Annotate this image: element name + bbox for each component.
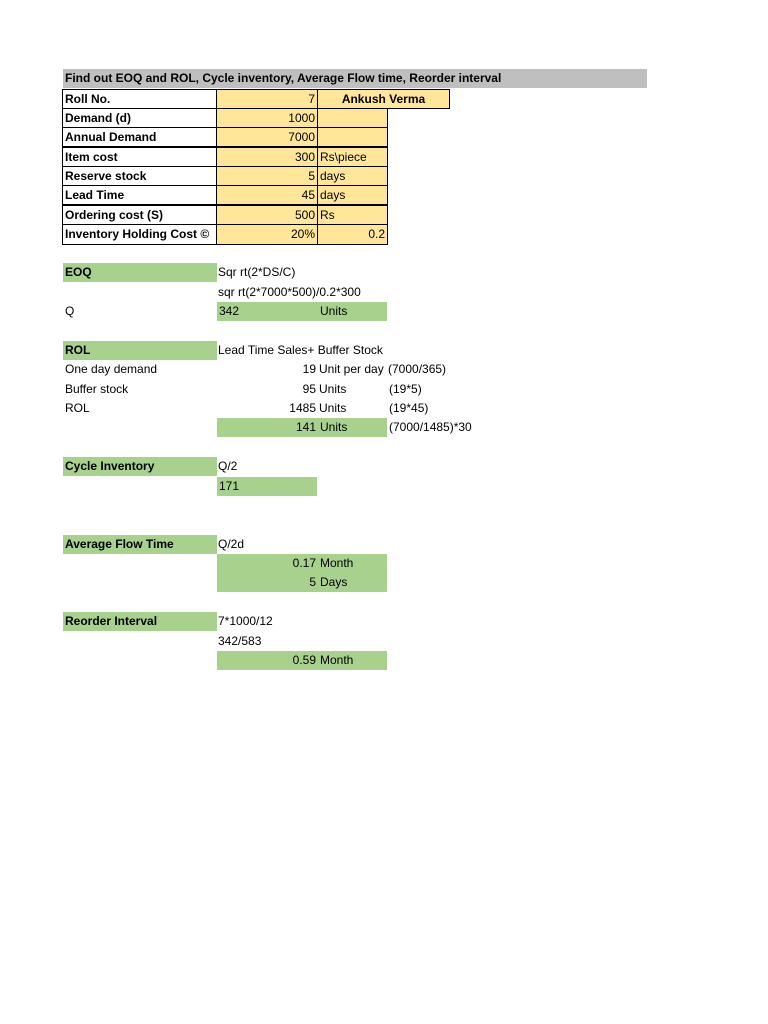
input-unit[interactable]: days: [317, 166, 388, 186]
rol-formula[interactable]: Lead Time Sales+ Buffer Stock: [218, 343, 383, 357]
rol-result-note[interactable]: (7000/1485)*30: [389, 420, 472, 434]
cycle-inventory-value[interactable]: 171: [217, 477, 317, 496]
input-label[interactable]: Annual Demand: [62, 127, 217, 147]
rol-row-unit[interactable]: Units: [319, 382, 347, 396]
rol-result-unit[interactable]: Units: [318, 418, 387, 437]
input-value[interactable]: 500: [216, 205, 318, 225]
input-value[interactable]: 1000: [216, 108, 318, 128]
q-unit[interactable]: Units: [318, 302, 387, 321]
average-flow-time-heading[interactable]: Average Flow Time: [63, 535, 217, 554]
cycle-inventory-heading[interactable]: Cycle Inventory: [63, 457, 217, 476]
rol-row-note[interactable]: (19*5): [389, 382, 422, 396]
q-label[interactable]: Q: [65, 304, 75, 318]
input-value[interactable]: 7000: [216, 127, 318, 147]
input-unit[interactable]: Rs: [317, 205, 388, 225]
input-unit[interactable]: Rs\piece: [317, 147, 388, 167]
rol-row-value[interactable]: 95: [302, 382, 316, 396]
rol-row-note[interactable]: (19*45): [389, 401, 429, 415]
input-label[interactable]: Demand (d): [62, 108, 217, 128]
reorder-interval-formula[interactable]: 7*1000/12: [218, 614, 273, 628]
rol-row-value[interactable]: 19: [302, 362, 316, 376]
input-label[interactable]: Roll No.: [62, 89, 217, 109]
rol-row-unit[interactable]: Units: [319, 401, 347, 415]
input-value[interactable]: 300: [216, 147, 318, 167]
rol-row-label[interactable]: Buffer stock: [65, 382, 129, 396]
input-label[interactable]: Ordering cost (S): [62, 205, 217, 225]
rol-result-value[interactable]: 141: [217, 418, 318, 437]
input-unit[interactable]: days: [317, 185, 388, 205]
flow-time-days-value[interactable]: 5: [217, 573, 318, 592]
q-value[interactable]: 342: [217, 302, 318, 321]
input-label[interactable]: Lead Time: [62, 185, 217, 205]
name-cell[interactable]: Ankush Verma: [317, 89, 450, 109]
reorder-interval-unit[interactable]: Month: [318, 651, 387, 670]
input-label[interactable]: Inventory Holding Cost ©: [62, 224, 217, 245]
reorder-interval-heading[interactable]: Reorder Interval: [63, 612, 217, 631]
input-label[interactable]: Item cost: [62, 147, 217, 167]
cycle-inventory-formula[interactable]: Q/2: [218, 459, 238, 473]
eoq-heading[interactable]: EOQ: [63, 263, 217, 282]
flow-time-days-unit[interactable]: Days: [318, 573, 387, 592]
rol-row-unit[interactable]: Unit per day: [319, 362, 384, 376]
input-unit[interactable]: [317, 127, 388, 147]
rol-row-label[interactable]: One day demand: [65, 362, 158, 376]
eoq-formula-substituted[interactable]: sqr rt(2*7000*500)/0.2*300: [218, 285, 361, 299]
input-value[interactable]: 20%: [216, 224, 318, 245]
eoq-formula[interactable]: Sqr rt(2*DS/C): [218, 265, 296, 279]
reorder-interval-value[interactable]: 0.59: [217, 651, 318, 670]
sheet-title: Find out EOQ and ROL, Cycle inventory, Average Flow time, Reorder interval: [63, 69, 647, 88]
reorder-interval-substituted[interactable]: 342/583: [218, 634, 262, 648]
input-unit[interactable]: 0.2: [317, 224, 388, 245]
average-flow-time-formula[interactable]: Q/2d: [218, 537, 245, 551]
flow-time-months-value[interactable]: 0.17: [217, 554, 318, 573]
rol-heading[interactable]: ROL: [63, 341, 217, 360]
rol-row-note[interactable]: (7000/365): [388, 362, 447, 376]
input-value[interactable]: 45: [216, 185, 318, 205]
rol-row-label[interactable]: ROL: [65, 401, 90, 415]
input-value[interactable]: 7: [216, 89, 318, 109]
input-value[interactable]: 5: [216, 166, 318, 186]
input-label[interactable]: Reserve stock: [62, 166, 217, 186]
input-unit[interactable]: [317, 108, 388, 128]
rol-row-value[interactable]: 1485: [289, 401, 316, 415]
flow-time-months-unit[interactable]: Month: [318, 554, 387, 573]
